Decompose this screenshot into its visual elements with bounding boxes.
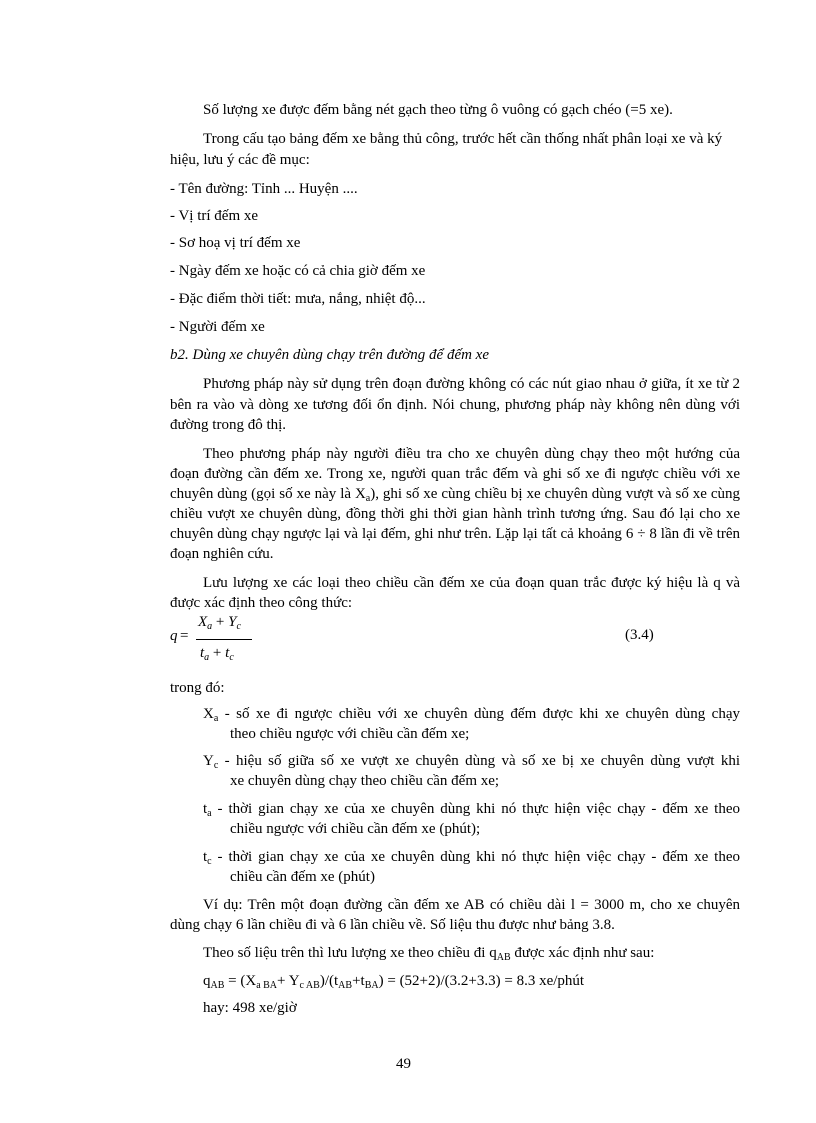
- section-heading-b2: b2. Dùng xe chuyên dùng chạy trên đường để đếm xe: [170, 347, 489, 363]
- paragraph-manual-table-line1: Trong cấu tạo bảng đếm xe bằng thủ công, trước hết cần thống nhất phân loại xe và ký: [203, 131, 723, 147]
- formula-denominator: $t_a + t_c$: [200, 645, 234, 663]
- page-number: 49: [396, 1056, 411, 1072]
- paragraph-procedure-line5: chuyên dùng chạy ngược lại và lại đếm, ghi như trên. Lặp lại tất cả khoảng 6 ÷ 8 lần đi về trên: [170, 526, 740, 542]
- definition-ta-line2: chiều ngược với chiều cần đếm xe (phút);: [230, 821, 481, 837]
- definition-xa-line2: theo chiều ngược với chiều cần đếm xe;: [230, 726, 470, 742]
- example-line2: dùng chạy 6 lần chiều đi và 6 lần chiều về. Số liệu thu được như bảng 3.8.: [170, 917, 615, 933]
- list-item-sketch: - Sơ hoạ vị trí đếm xe: [170, 235, 301, 251]
- formula-numerator: $X_a + Y_c$: [198, 614, 241, 632]
- list-item-date: - Ngày đếm xe hoặc có cả chia giờ đếm xe: [170, 263, 426, 279]
- formula-lhs: q: [170, 628, 178, 644]
- paragraph-manual-table-line2: hiệu, lưu ý các đề mục:: [170, 152, 310, 168]
- result-per-hour: hay: 498 xe/giờ: [203, 1000, 297, 1016]
- example-line1: Ví dụ: Trên một đoạn đường cần đếm xe AB có chiều dài l = 3000 m, cho xe chuyên: [203, 897, 740, 913]
- list-item-location: - Vị trí đếm xe: [170, 208, 259, 224]
- formula-equals: =: [180, 628, 189, 644]
- paragraph-procedure-line6: đoạn nghiên cứu.: [170, 546, 274, 562]
- paragraph-calc-intro: Theo số liệu trên thì lưu lượng xe theo chiều đi $q_{AB}$ được xác định như sau:: [203, 945, 655, 963]
- definition-tc-line2: chiều cần đếm xe (phút): [230, 869, 375, 885]
- paragraph-flow-line1: Lưu lượng xe các loại theo chiều cần đếm xe của đoạn quan trắc được ký hiệu là q và: [203, 575, 740, 591]
- paragraph-method-line3: đường trong đô thị.: [170, 417, 287, 433]
- paragraph-method-line2: bên ra vào và dòng xe tương đối ổn định. Nói chung, phương pháp này không nên dùng với: [170, 397, 740, 413]
- paragraph-tally-note: Số lượng xe được đếm bằng nét gạch theo từng ô vuông có gạch chéo (=5 xe).: [203, 102, 673, 118]
- formula-3-4: [170, 612, 280, 666]
- where-label: trong đó:: [170, 680, 225, 696]
- paragraph-procedure-line4: chiều vượt xe chuyên dùng, đồng thời ghi thời gian hành trình tương ứng. Sau đó lại cho xe: [170, 506, 740, 522]
- list-item-weather: - Đặc điểm thời tiết: mưa, nắng, nhiệt độ...: [170, 291, 426, 307]
- definition-yc-line2: xe chuyên dùng chạy theo chiều cần đếm xe;: [230, 773, 500, 789]
- paragraph-method-line1: Phương pháp này sử dụng trên đoạn đường không có các nút giao nhau ở giữa, ít xe từ 2: [203, 376, 740, 392]
- paragraph-procedure-line3: chuyên dùng (gọi số xe này là $X_a$), ghi số xe cùng chiều bị xe chuyên dùng vượt và số xe cùng: [170, 486, 740, 504]
- definition-tc-line1: $t_c$ - thời gian chạy xe của xe chuyên dùng khi nó thực hiện việc chạy - đếm xe theo: [203, 849, 740, 867]
- definition-ta-line1: $t_a$ - thời gian chạy xe của xe chuyên dùng khi nó thực hiện việc chạy - đếm xe theo: [203, 801, 740, 819]
- definition-xa-line1: $X_a$ - số xe đi ngược chiều với xe chuyên dùng đếm được khi xe chuyên dùng chạy: [203, 706, 740, 724]
- paragraph-flow-line2: được xác định theo công thức:: [170, 595, 353, 611]
- paragraph-procedure-line1: Theo phương pháp này người điều tra cho xe chuyên dùng chạy theo một hướng của: [203, 446, 740, 462]
- calculation-line: $q_{AB} = (X_{a BA}+ Y_{c AB})/(t_{AB}+t_{BA}) = (52+2)/(3.2+3.3) = 8.3$ xe/phút: [203, 973, 585, 991]
- paragraph-procedure-line2: đoạn đường cần đếm xe. Trong xe, người quan trắc đếm và ghi số xe đi ngược chiều với xe: [170, 466, 740, 482]
- equation-number: (3.4): [625, 627, 654, 643]
- formula-fraction-bar: [196, 639, 252, 640]
- list-item-counter: - Người đếm xe: [170, 319, 265, 335]
- list-item-road-name: - Tên đường: Tỉnh ... Huyện ....: [170, 181, 358, 197]
- definition-yc-line1: $Y_c$ - hiệu số giữa số xe vượt xe chuyên dùng và số xe bị xe chuyên dùng vượt khi: [203, 753, 740, 771]
